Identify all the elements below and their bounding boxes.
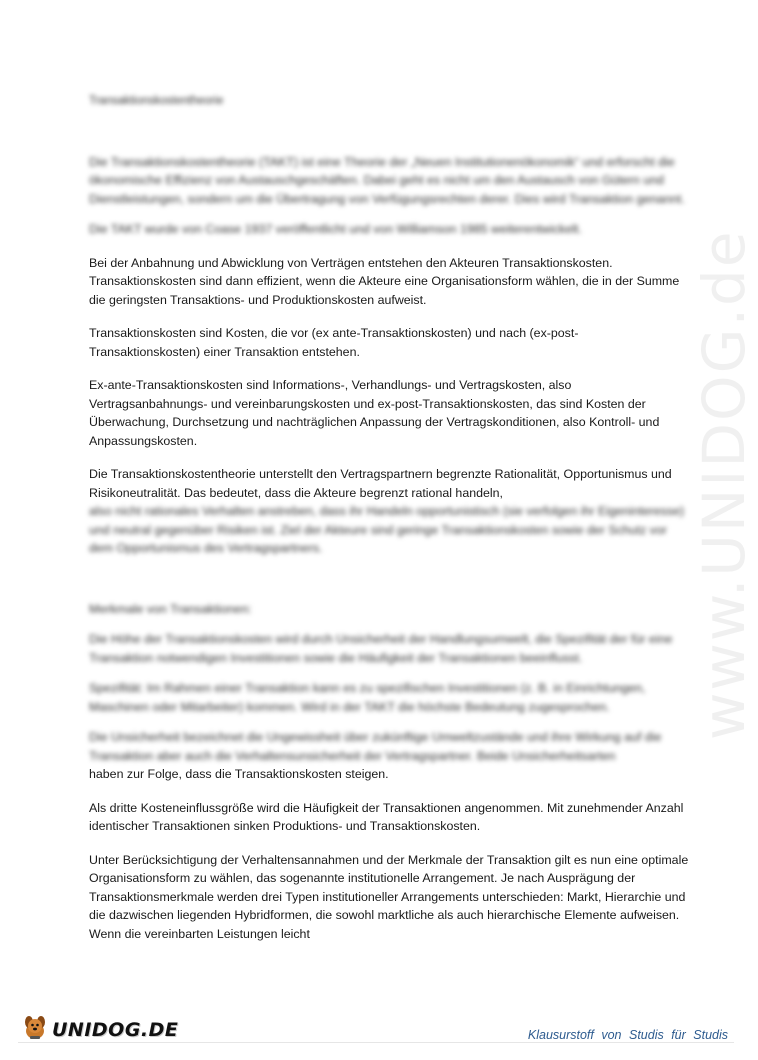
paragraph-haeufigkeit: Als dritte Kosteneinflussgröße wird die Häufigkeit der Transaktionen angenommen. Mit zunehmender Anzahl identischer Transaktionen sinken Produktions- und Transaktionskosten. <box>89 800 684 833</box>
paragraph-arrangement: Unter Berücksichtigung der Verhaltensannahmen und der Merkmale der Transaktion gilt es nun eine optimale Organisationsform zu wählen, das sogenannte institutionelle Arrangement. Je nach Ausprägung der Transaktionsmerkmale werden drei Typen institutioneller Arrangements unterschieden: Markt, Hierarchie und die dazwischen liegenden Hybridformen, die sowohl marktliche als auch hierarchische Elemente aufweisen. Wenn die vereinbarten Leistungen leicht <box>89 852 689 941</box>
paragraph-anbahnung: Bei der Anbahnung und Abwicklung von Verträgen entstehen den Akteuren Transaktionskosten. Transaktionskosten sind dann effizient, wenn die Akteure eine Organisationsform wählen, die in der Summe die geringsten Transaktions- und Produktionskosten aufweist. <box>89 255 680 307</box>
watermark: www.UNIDOG.de <box>690 229 758 740</box>
unidog-logo[interactable] <box>20 1012 178 1047</box>
paragraph-kosten-definition: Transaktionskosten sind Kosten, die vor (ex ante-Transaktionskosten) und nach (ex-post-Transaktionskosten) einer Transaktion entstehen. <box>89 326 579 359</box>
paragraph-history: Die TAKT wurde von Coase 1937 veröffentlicht und von Williamson 1985 weiterentwickelt. <box>89 222 582 236</box>
dog-icon <box>20 1012 50 1047</box>
section-title-merkmale: Merkmale von Transaktionen: <box>89 601 252 616</box>
paragraph-annahmen-blurred: also nicht rationales Verhalten anstreben, dass ihr Handeln opportunistisch (sie verfolgen ihr Eigeninteresse) und neutral gegenüber Risiken ist. Ziel der Akteure sind geringe Transaktionskosten sowie der Schutz vor dem Opportunismus des Vertragspartners. <box>89 504 685 555</box>
paragraph-intro: Die Transaktionskostentheorie (TAKT) ist eine Theorie der „Neuen Institutionenökonomik“ und erforscht die ökonomische Effizienz von Austauschgeschäften. Dabei geht es nicht um den Austausch von Gütern und Dienstleistungen, sondern um die Übertragung von Verfügungsrechten derer. Dies wird Transaktion genannt. <box>89 154 685 206</box>
paragraph-unsicherheit: Die Unsicherheit bezeichnet die Ungewissheit über zukünftige Umweltzustände und ihre Wirkung auf die Transaktion aber auch die Verhaltensunsicherheit der Vertragspartner. Beide Unsicherheitsarten <box>89 730 662 763</box>
paragraph-unsicherheit-folge: haben zur Folge, dass die Transaktionskosten steigen. <box>89 767 389 781</box>
document-body <box>89 92 689 943</box>
paragraph-ex-ante: Ex-ante-Transaktionskosten sind Informations-, Verhandlungs- und Vertragskosten, also Vertragsanbahnungs- und vereinbarungskosten und ex-post-Transaktionskosten, das sind Kosten der Überwachung, Durchsetzung und nachträglichen Anpassung der Vertragskonditionen, also Kontroll- und Anpassungskosten. <box>89 378 660 448</box>
footer-tagline: Klausurstoff von Studis für Studis <box>527 1028 728 1042</box>
paragraph-spezifitaet: Spezifität: Im Rahmen einer Transaktion kann es zu spezifischen Investitionen (z. B. in Einrichtungen, Maschinen oder Mitarbeiter) kommen. Wird in der TAKT die höchste Bedeutung zugesprochen. <box>89 681 646 714</box>
document-title: Transaktionskostentheorie <box>89 95 224 107</box>
paragraph-annahmen: Die Transaktionskostentheorie unterstellt den Vertragspartnern begrenzte Rationalität, Opportunismus und Risikoneutralität. Das bedeutet, dass die Akteure begrenzt rational handeln, <box>89 467 672 500</box>
paragraph-hoehe: Die Höhe der Transaktionskosten wird durch Unsicherheit der Handlungsumwelt, die Spezifität der für eine Transaktion notwendigen Investitionen sowie die Häufigkeit der Transaktionen beeinflusst. <box>89 632 673 665</box>
logo-text: UNIDOG.DE <box>52 1018 179 1041</box>
